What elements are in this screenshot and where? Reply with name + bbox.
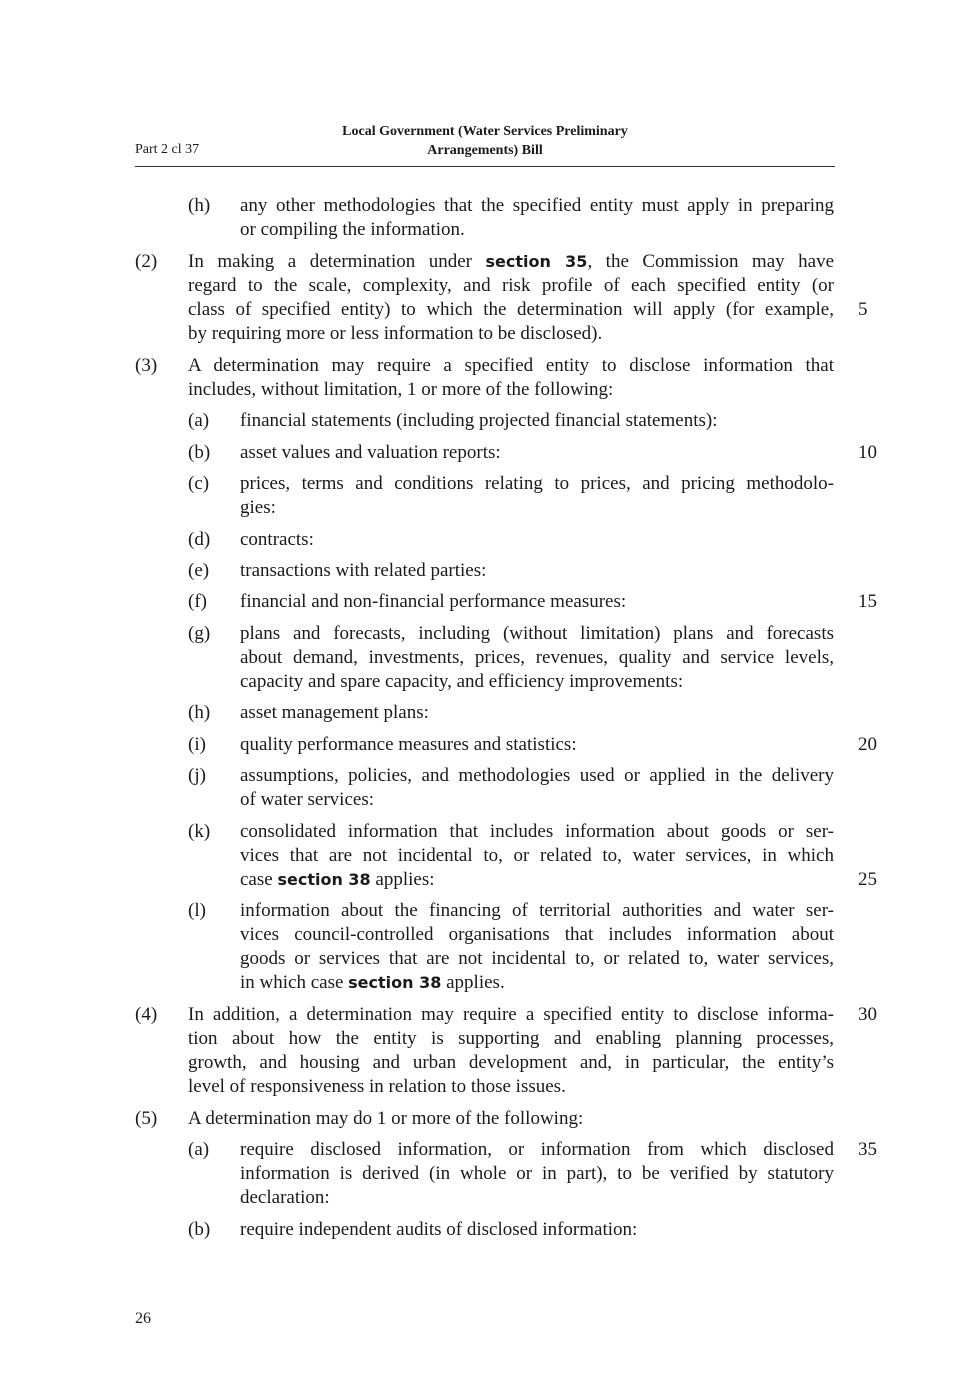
paragraph-label-g: (g)	[188, 623, 211, 644]
cross-reference-section-38: section 38	[277, 870, 371, 889]
paragraph-k-line-1: consolidated information that includes information about goods or ser-	[240, 821, 834, 842]
paragraph-e-line-1: transactions with related parties:	[240, 560, 487, 581]
subsection-4-line-1: In addition, a determination may require a specified entity to disclose informa-	[188, 1004, 834, 1025]
subsection-label-3: (3)	[135, 355, 158, 376]
paragraph-g-line-3: capacity and spare capacity, and efficiency improvements:	[240, 671, 684, 692]
subsection-4-line-3: growth, and housing and urban development and, in particular, the entity’s	[188, 1052, 834, 1073]
cross-reference-section-35: section 35	[485, 252, 588, 271]
line-number-20: 20	[858, 734, 877, 755]
header-part-reference: Part 2 cl 37	[135, 142, 200, 157]
subsection-2-line-2: regard to the scale, complexity, and risk profile of each specified entity (or	[188, 275, 834, 296]
paragraph-h-line-2: or compiling the information.	[240, 219, 465, 240]
paragraph-label-i: (i)	[188, 734, 206, 755]
paragraph-l-line-2: vices council-controlled organisations that includes information about	[240, 924, 834, 945]
paragraph-label-h-2: (h)	[188, 702, 211, 723]
subsection-4-line-4: level of responsiveness in relation to those issues.	[188, 1076, 566, 1097]
paragraph-label-d: (d)	[188, 529, 211, 550]
paragraph-label-h: (h)	[188, 195, 211, 216]
paragraph-5b-line-1: require independent audits of disclosed information:	[240, 1219, 638, 1240]
subsection-2-line-3: class of specified entity) to which the determination will apply (for example,	[188, 299, 834, 320]
subsection-label-4: (4)	[135, 1004, 158, 1025]
subsection-3-line-2: includes, without limitation, 1 or more of the following:	[188, 379, 614, 400]
paragraph-j-line-1: assumptions, policies, and methodologies used or applied in the delivery	[240, 765, 834, 786]
subsection-2-line-4: by requiring more or less information to be disclosed).	[188, 323, 603, 344]
running-header	[135, 120, 835, 167]
paragraph-c-line-2: gies:	[240, 497, 276, 518]
paragraph-l-line-1: information about the financing of territorial authorities and water ser-	[240, 900, 834, 921]
line-number-25: 25	[858, 869, 877, 890]
paragraph-j-line-2: of water services:	[240, 789, 374, 810]
paragraph-b-line-1: asset values and valuation reports:	[240, 442, 501, 463]
subsection-3-line-1: A determination may require a specified entity to disclose information that	[188, 355, 834, 376]
paragraph-label-l: (l)	[188, 900, 206, 921]
page-number: 26	[135, 1310, 151, 1327]
paragraph-5a-line-3: declaration:	[240, 1187, 330, 1208]
paragraph-g-line-2: about demand, investments, prices, revenues, quality and service levels,	[240, 647, 834, 668]
paragraph-a-line-1: financial statements (including projected financial statements):	[240, 410, 718, 431]
subsection-label-2: (2)	[135, 251, 158, 272]
line-number-30: 30	[858, 1004, 877, 1025]
header-bill-title	[285, 122, 685, 160]
line-number-5: 5	[858, 299, 868, 320]
paragraph-label-b: (b)	[188, 442, 211, 463]
paragraph-h2-line-1: asset management plans:	[240, 702, 429, 723]
subsection-5-line-1: A determination may do 1 or more of the following:	[188, 1108, 584, 1129]
paragraph-label-5b: (b)	[188, 1219, 211, 1240]
paragraph-label-c: (c)	[188, 473, 210, 494]
header-title-line-2: Arrangements) Bill	[427, 143, 543, 158]
paragraph-label-a: (a)	[188, 410, 210, 431]
paragraph-i-line-1: quality performance measures and statistics:	[240, 734, 577, 755]
paragraph-d-line-1: contracts:	[240, 529, 314, 550]
paragraph-5a-line-1: require disclosed information, or information from which disclosed	[240, 1139, 834, 1160]
paragraph-g-line-1: plans and forecasts, including (without limitation) plans and forecasts	[240, 623, 834, 644]
paragraph-label-5a: (a)	[188, 1139, 210, 1160]
paragraph-k-line-2: vices that are not incidental to, or related to, water services, in which	[240, 845, 834, 866]
paragraph-c-line-1: prices, terms and conditions relating to prices, and pricing methodolo-	[240, 473, 834, 494]
paragraph-l-line-3: goods or services that are not incidental to, or related to, water services,	[240, 948, 834, 969]
paragraph-5a-line-2: information is derived (in whole or in part), to be verified by statutory	[240, 1163, 834, 1184]
paragraph-k-line-3: case section 38 applies:	[240, 869, 435, 890]
cross-reference-section-38: section 38	[348, 973, 442, 992]
subsection-2-line-1: In making a determination under section 35, the Commission may have	[188, 251, 834, 272]
paragraph-label-k: (k)	[188, 821, 211, 842]
paragraph-f-line-1: financial and non-financial performance measures:	[240, 591, 627, 612]
paragraph-l-line-4: in which case section 38 applies.	[240, 972, 505, 993]
subsection-label-5: (5)	[135, 1108, 158, 1129]
line-number-35: 35	[858, 1139, 877, 1160]
paragraph-h-line-1: any other methodologies that the specified entity must apply in preparing	[240, 195, 834, 216]
paragraph-label-e: (e)	[188, 560, 210, 581]
line-number-10: 10	[858, 442, 877, 463]
line-number-15: 15	[858, 591, 877, 612]
paragraph-label-f: (f)	[188, 591, 207, 612]
header-title-line-1: Local Government (Water Services Preliminary	[342, 124, 628, 139]
subsection-4-line-2: tion about how the entity is supporting and enabling planning processes,	[188, 1028, 834, 1049]
paragraph-label-j: (j)	[188, 765, 206, 786]
